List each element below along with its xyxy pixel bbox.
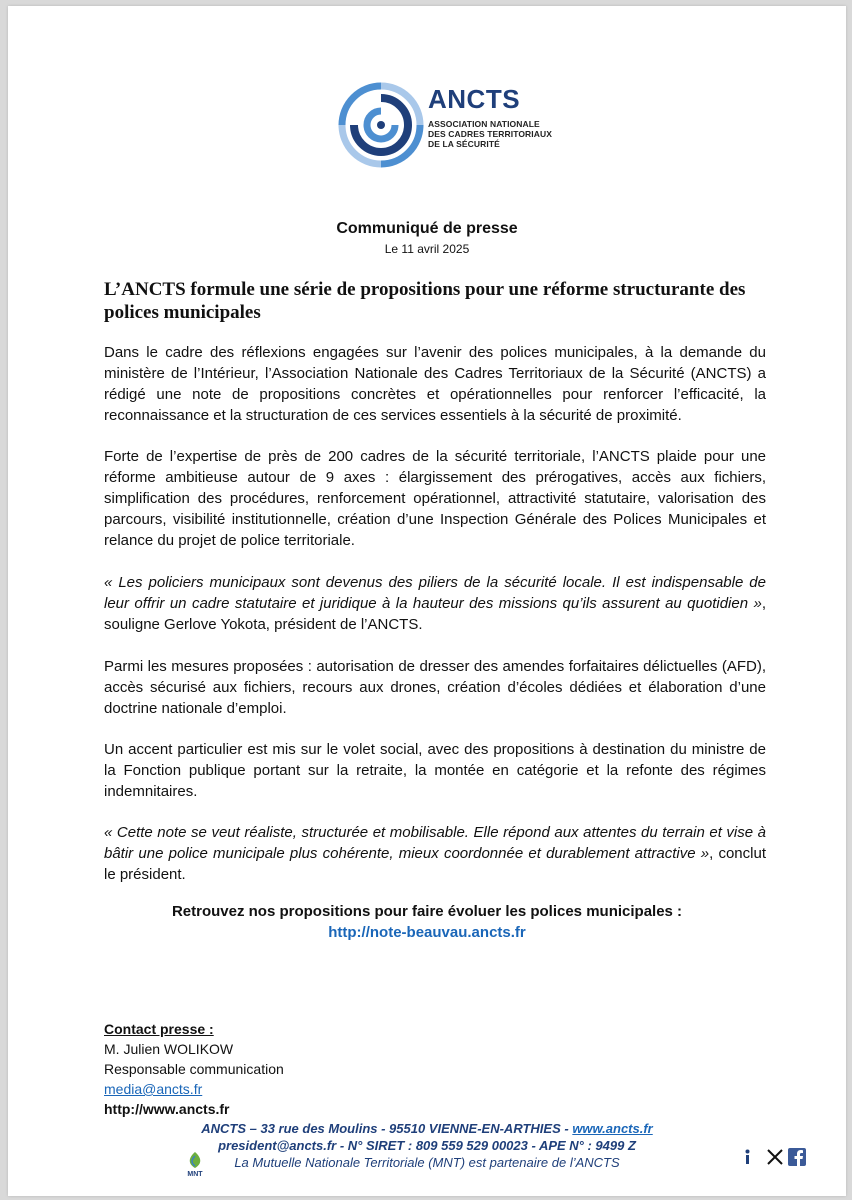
footer-address: ANCTS – 33 rue des Moulins - 95510 VIENNE-EN-ARTHIES - www.ancts.fr bbox=[201, 1121, 653, 1136]
ancts-logo bbox=[336, 76, 576, 176]
quote-president: « Les policiers municipaux sont devenus des piliers de la sécurité locale. Il est indispensable de leur offrir un cadre statutaire et juridique à la hauteur des missions qu’ils assurent au quotidien », souligne Gerlove Yokota, président de l’ANCTS. bbox=[104, 574, 766, 633]
contact-role: Responsable communication bbox=[104, 1061, 284, 1077]
facebook-icon[interactable] bbox=[788, 1148, 806, 1166]
press-release-page bbox=[8, 6, 846, 1196]
contact-website[interactable]: http://www.ancts.fr bbox=[104, 1101, 230, 1117]
contact-label: Contact presse : bbox=[104, 1021, 214, 1037]
svg-text:MNT: MNT bbox=[187, 1171, 203, 1178]
paragraph-measures: Parmi les mesures proposées : autorisation de dresser des amendes forfaitaires délictuelles (AFD), accès sécurisé aux fichiers, recours aux drones, création d’écoles dédiées et élaboration d’une doctrine nationale d’emploi. bbox=[104, 658, 766, 717]
document-date: Le 11 avril 2025 bbox=[384, 242, 470, 256]
cta-text: Retrouvez nos propositions pour faire évoluer les polices municipales : bbox=[171, 903, 683, 920]
headline: L’ANCTS formule une série de propositions pour une réforme structurante des polices municipales bbox=[104, 279, 746, 323]
logo-wordmark: ANCTS bbox=[428, 84, 521, 114]
paragraph-social: Un accent particulier est mis sur le volet social, avec des propositions à destination du ministre de la Fonction publique portant sur la retraite, la montée en catégorie et la refonte des régimes indemnitaires. bbox=[104, 741, 766, 800]
linkedin-icon[interactable] bbox=[744, 1148, 762, 1166]
contact-name: M. Julien WOLIKOW bbox=[104, 1041, 234, 1057]
footer-ids: president@ancts.fr - N° SIRET : 809 559 529 00023 - APE N° : 9499 Z bbox=[218, 1138, 636, 1153]
ancts-emblem-icon bbox=[336, 80, 426, 170]
press-contact bbox=[104, 1019, 284, 1119]
social-links bbox=[744, 1148, 806, 1166]
paragraph-axes: Forte de l’expertise de près de 200 cadres de la sécurité territoriale, l’ANCTS plaide pour une réforme ambitieuse autour de 9 axes : élargissement des prérogatives, accès aux fichiers, simplification des procédures, renforcement opérationnel, attractivité statutaire, valorisation des parcours, visibilité institutionnelle, création d’une Inspection Générale des Polices Municipales et relance du projet de police territoriale. bbox=[104, 448, 766, 549]
quote-conclusion: « Cette note se veut réaliste, structurée et mobilisable. Elle répond aux attentes du terrain et vise à bâtir une police municipale plus cohérente, mieux coordonnée et durablement attractive », conclut le président. bbox=[104, 824, 766, 883]
contact-email-link[interactable]: media@ancts.fr bbox=[104, 1081, 203, 1097]
paragraph-intro: Dans le cadre des réflexions engagées sur l’avenir des polices municipales, à la demande du ministère de l’Intérieur, l’Association Nationale des Cadres Territoriaux de la Sécurité (ANCTS) a rédigé une note de propositions concrètes et opérationnelles pour renforcer l’efficacité, la reconnaissance et la structuration de ces services essentiels à la sécurité de proximité. bbox=[104, 344, 766, 424]
footer bbox=[8, 1120, 846, 1171]
document-title: Communiqué de presse bbox=[336, 220, 518, 237]
footer-partner: La Mutuelle Nationale Territoriale (MNT) est partenaire de l’ANCTS bbox=[234, 1155, 620, 1170]
call-to-action bbox=[8, 901, 846, 943]
logo-subtitle: ASSOCIATION NATIONALE DES CADRES TERRITORIAUX DE LA SÉCURITÉ bbox=[428, 119, 552, 149]
footer-website-link[interactable]: www.ancts.fr bbox=[572, 1121, 653, 1136]
x-icon[interactable] bbox=[766, 1148, 784, 1166]
note-beauvau-link[interactable]: http://note-beauvau.ancts.fr bbox=[328, 924, 526, 941]
